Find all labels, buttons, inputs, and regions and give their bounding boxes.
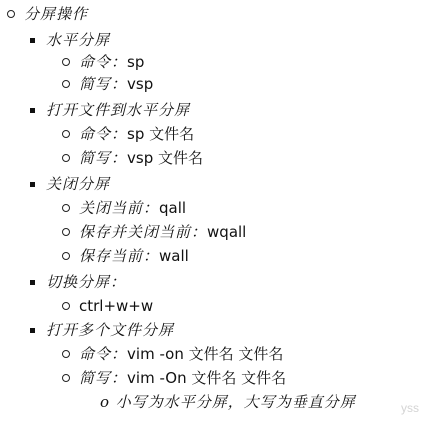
item-value: sp 文件名 (127, 125, 195, 143)
item-separator: ： (111, 345, 128, 363)
section-heading: 水平分屏 (46, 31, 111, 49)
item-label: 命令 (79, 53, 112, 71)
hollow-bullet-icon (62, 154, 70, 162)
section-heading-row (30, 272, 126, 292)
section-heading-row (30, 174, 110, 194)
square-bullet-icon (30, 182, 35, 187)
item-label: 关闭当前 (79, 199, 144, 217)
section-heading: 关闭分屏 (46, 175, 111, 193)
square-bullet-icon (30, 108, 35, 113)
item-value: vim -On 文件名 文件名 (127, 369, 287, 387)
section-heading-row (30, 320, 174, 340)
item-value: ctrl+w+w (79, 297, 154, 315)
section-heading: 切换分屏 (46, 273, 111, 291)
square-bullet-icon (30, 328, 35, 333)
list-item (62, 296, 153, 316)
watermark: yss (401, 401, 419, 415)
hollow-bullet-icon (62, 204, 70, 212)
item-value: vsp 文件名 (127, 149, 204, 167)
hollow-bullet-icon (62, 228, 70, 236)
item-value: vim -on 文件名 文件名 (127, 345, 284, 363)
item-separator: ： (111, 75, 128, 93)
list-item (62, 222, 246, 242)
hollow-bullet-icon (62, 302, 70, 310)
hollow-bullet-icon (62, 58, 70, 66)
list-item (62, 52, 144, 72)
section-heading-row (30, 30, 110, 50)
heading-colon: ： (110, 273, 127, 291)
list-item (62, 344, 283, 364)
hollow-bullet-icon (7, 10, 15, 18)
item-label: 命令 (79, 345, 112, 363)
section-heading: 打开多个文件分屏 (46, 321, 175, 339)
item-label: 保存当前 (79, 247, 144, 265)
list-item (62, 148, 203, 168)
hollow-bullet-icon (62, 130, 70, 138)
item-value: wall (159, 247, 189, 265)
item-separator: ： (191, 223, 208, 241)
list-item (62, 74, 153, 94)
item-value: vsp (127, 75, 154, 93)
hollow-bullet-icon (62, 350, 70, 358)
list-item (62, 124, 194, 144)
item-label: 命令 (79, 125, 112, 143)
page-title: 分屏操作 (24, 5, 89, 23)
hollow-bullet-icon (62, 80, 70, 88)
item-separator: ： (111, 53, 128, 71)
hollow-bullet-icon (62, 252, 70, 260)
item-separator: ： (111, 149, 128, 167)
square-bullet-icon (30, 280, 35, 285)
item-label: 保存并关闭当前 (79, 223, 192, 241)
item-value: sp (127, 53, 145, 71)
hollow-bullet-icon (62, 374, 70, 382)
section-heading-row (30, 100, 190, 120)
list-item (62, 198, 186, 218)
item-separator: ： (111, 125, 128, 143)
square-bullet-icon (30, 38, 35, 43)
item-label: 简写 (79, 369, 112, 387)
item-label: 简写 (79, 75, 112, 93)
list-item (62, 368, 286, 388)
item-separator: ： (111, 369, 128, 387)
item-value: qall (159, 199, 187, 217)
item-value: wqall (207, 223, 247, 241)
title-row (7, 4, 88, 24)
item-separator: ： (143, 199, 160, 217)
item-separator: ： (143, 247, 160, 265)
note-text: o 小写为水平分屏，大写为垂直分屏 (100, 393, 356, 411)
section-heading: 打开文件到水平分屏 (46, 101, 191, 119)
list-item (62, 246, 189, 266)
note-row (100, 392, 356, 412)
item-label: 简写 (79, 149, 112, 167)
